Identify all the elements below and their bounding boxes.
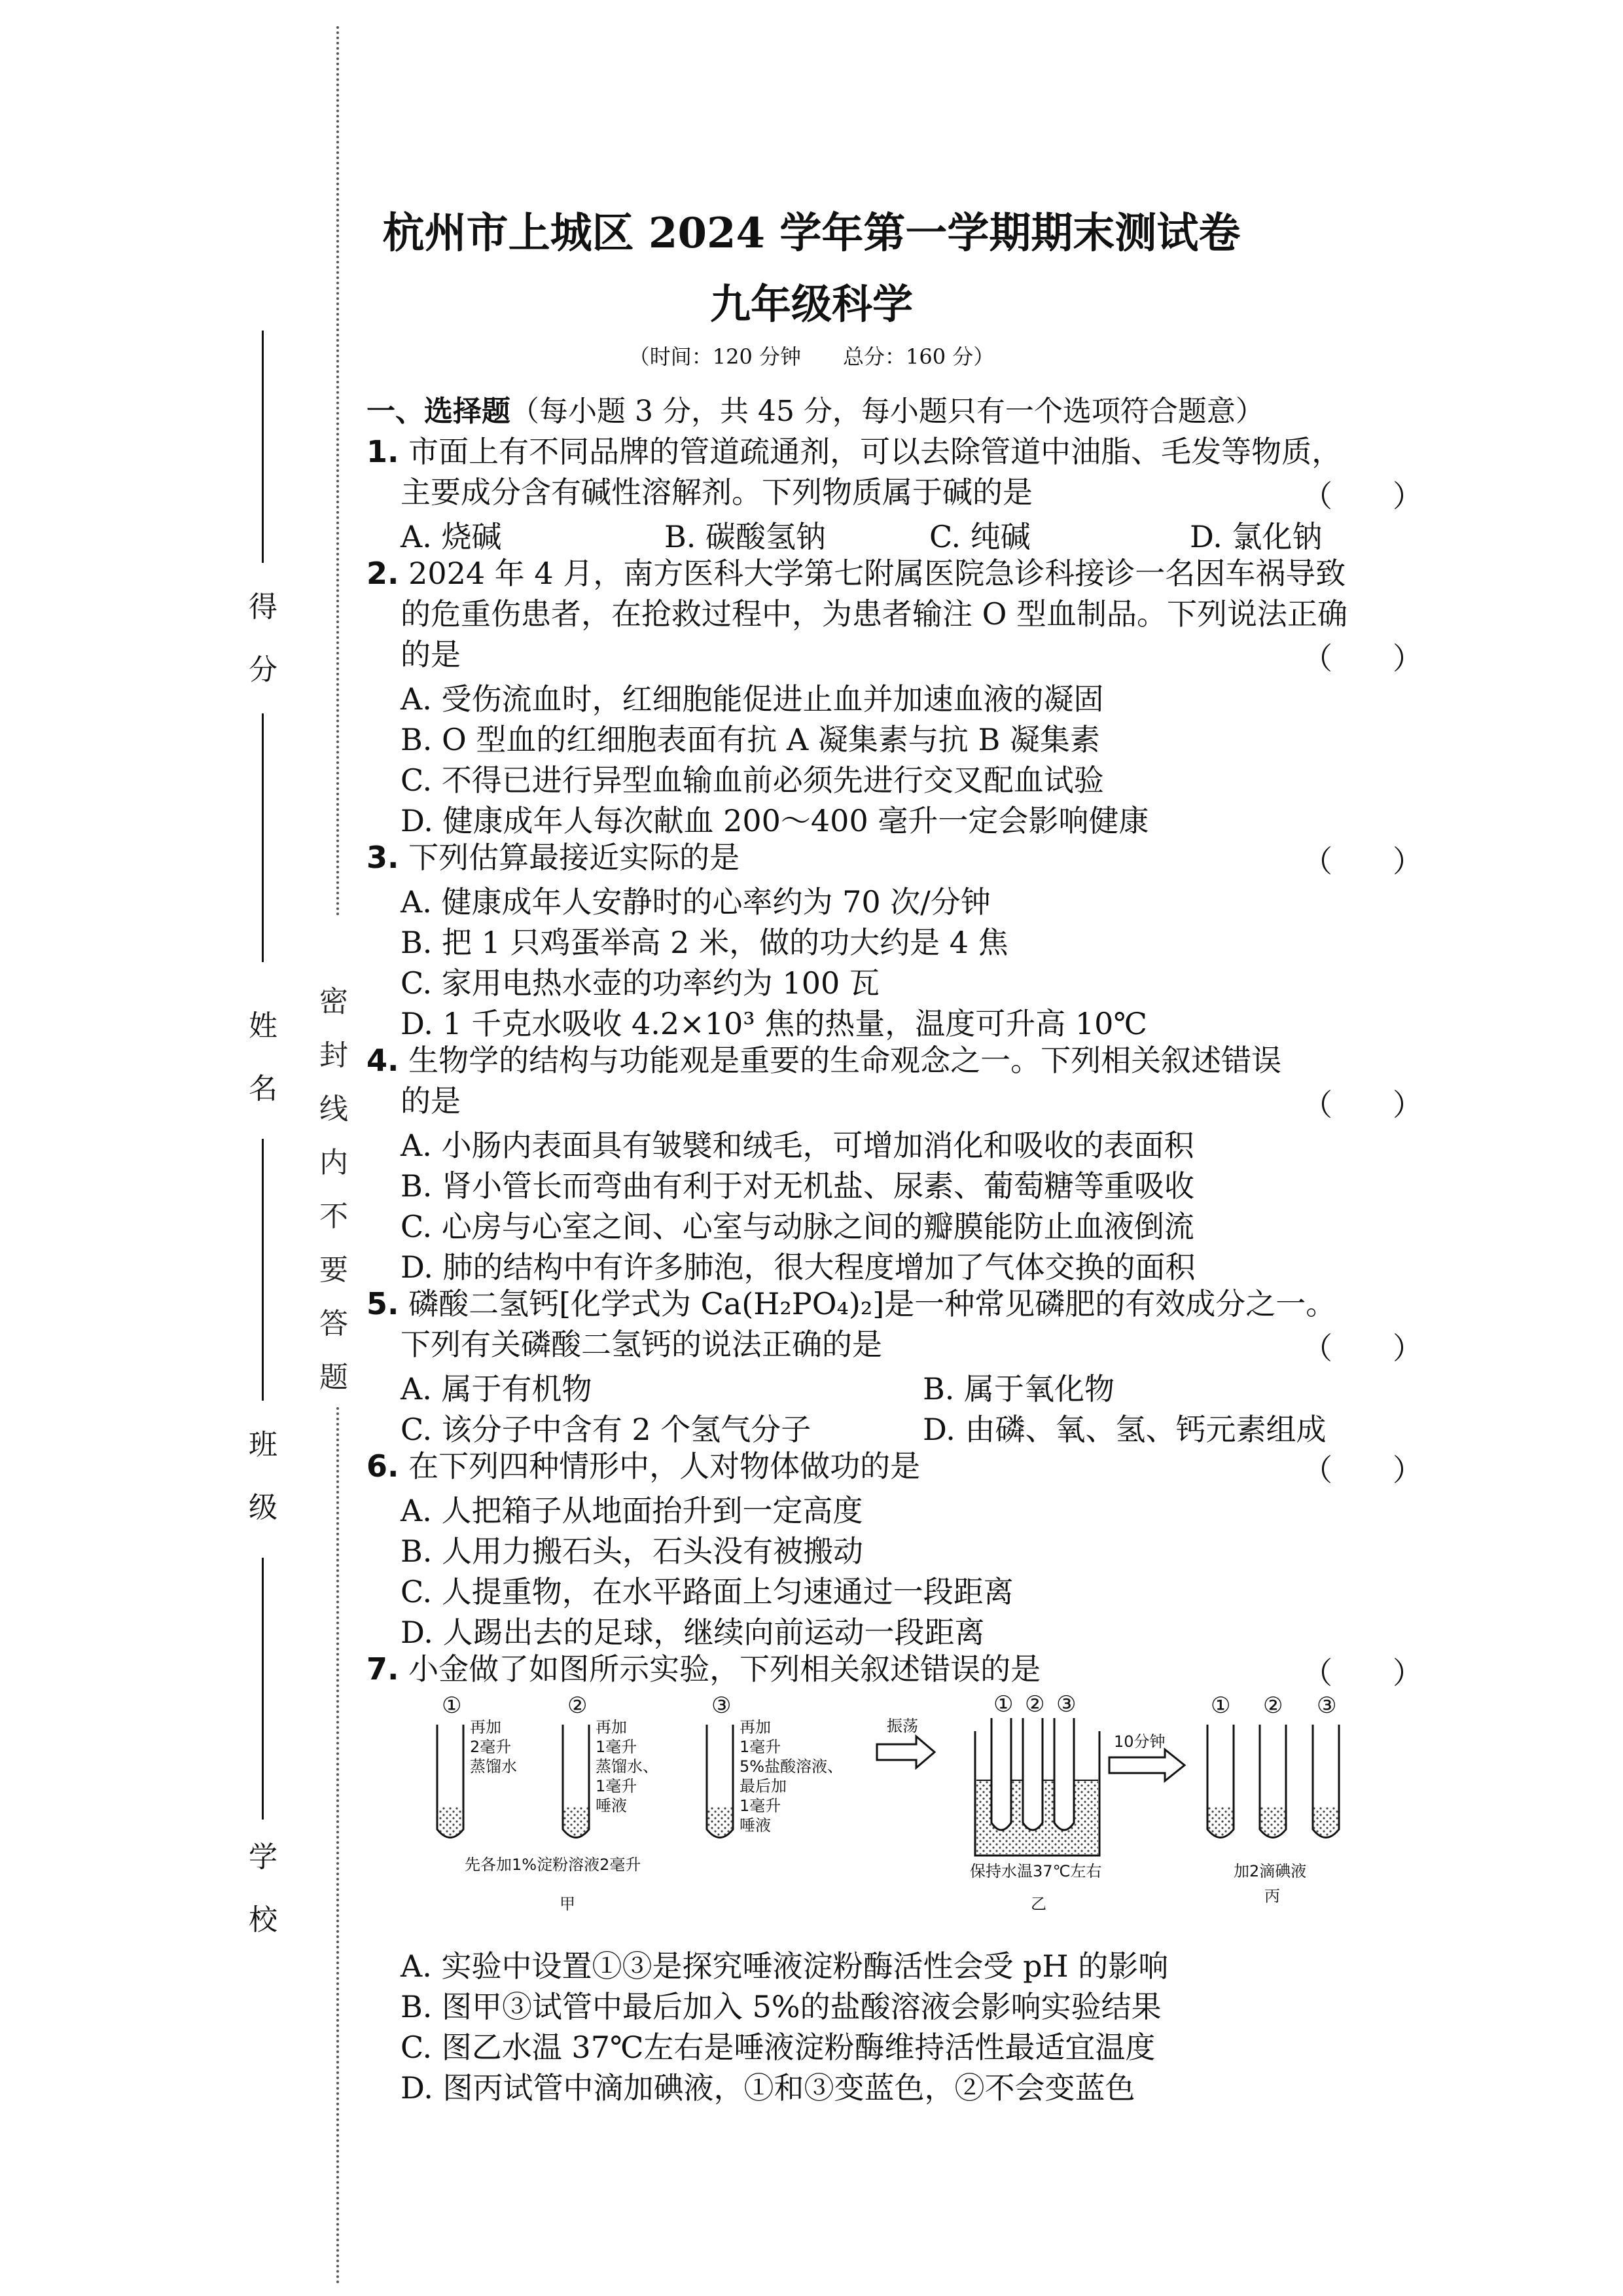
tube1-label-line: 再加	[470, 1718, 501, 1736]
question-text: 小金做了如图所示实验，下列相关叙述错误的是	[408, 1651, 1041, 1687]
tube2-label-line: 蒸馏水、	[596, 1757, 658, 1776]
time-label: 10分钟	[1114, 1732, 1166, 1751]
shake-label: 振荡	[887, 1717, 918, 1735]
page-title: 杭州市上城区 2024 学年第一学期期末测试卷	[382, 209, 1241, 258]
question-4-line-2: 的是	[401, 1083, 461, 1119]
school-label	[237, 1826, 289, 1952]
question-number: 5.	[366, 1286, 399, 1321]
answer-blank[interactable]: （ ）	[1302, 478, 1423, 514]
figure-yi-caption: 保持水温37℃左右	[970, 1862, 1102, 1880]
answer-blank[interactable]: （ ）	[1302, 844, 1423, 879]
name-blank-line[interactable]	[262, 1139, 264, 1401]
binding-char: 内	[319, 1146, 348, 1179]
tube2-label-line: 唾液	[596, 1797, 627, 1815]
test-tube-1-liquid	[438, 1806, 463, 1837]
question-number: 3.	[366, 840, 399, 875]
tube-number: ②	[1025, 1692, 1045, 1717]
question-3	[366, 838, 740, 877]
question-number: 4.	[366, 1043, 399, 1078]
school-char: 校	[249, 1903, 277, 1937]
answer-blank[interactable]: （ ）	[1302, 1452, 1423, 1488]
tube3-label-line: 5%盐酸溶液、	[740, 1757, 844, 1776]
iodine-tube-2-liquid	[1260, 1806, 1285, 1837]
iodine-tube-3-liquid	[1313, 1806, 1338, 1837]
question-5-line-2: 下列有关磷酸二氢钙的说法正确的是	[401, 1327, 882, 1362]
binding-char: 线	[319, 1092, 348, 1126]
time-arrow	[1109, 1749, 1185, 1781]
figure-yi-label: 乙	[1031, 1895, 1046, 1913]
score-label	[237, 576, 289, 702]
tube3-label-line: 再加	[740, 1718, 771, 1736]
option-c: C. 该分子中含有 2 个氢气分子	[401, 1412, 812, 1447]
section-header	[366, 387, 1264, 429]
question-1-line-2: 主要成分含有碱性溶解剂。下列物质属于碱的是	[401, 475, 1033, 510]
tube2-label-line: 再加	[596, 1718, 627, 1736]
option-c: C. 图乙水温 37℃左右是唾液淀粉酶维持活性最适宜温度	[401, 2030, 1156, 2065]
question-2	[366, 554, 1346, 593]
binding-char: 题	[319, 1361, 348, 1394]
option-a: A. 健康成年人安静时的心率约为 70 次/分钟	[401, 884, 991, 920]
option-c: C. 家用电热水壶的功率约为 100 瓦	[401, 965, 880, 1001]
option-b: B. 碳酸氢钠	[664, 519, 827, 554]
option-d: D. 1 千克水吸收 4.2×10³ 焦的热量，温度可升高 10℃	[401, 1006, 1147, 1041]
school-char: 学	[249, 1840, 277, 1874]
question-text: 市面上有不同品牌的管道疏通剂，可以去除管道中油脂、毛发等物质，	[408, 434, 1342, 469]
score-blank-line-lower[interactable]	[262, 713, 264, 962]
binding-char: 要	[319, 1253, 348, 1287]
class-label	[237, 1414, 289, 1539]
option-a: A. 烧碱	[401, 519, 502, 554]
binding-note	[308, 975, 360, 1405]
option-d: D. 由磷、氧、氢、钙元素组成	[923, 1412, 1327, 1447]
tube1-label-line: 蒸馏水	[470, 1757, 517, 1776]
tube2-label-line: 1毫升	[596, 1738, 637, 1756]
option-a: A. 实验中设置①③是探究唾液淀粉酶活性会受 pH 的影响	[401, 1948, 1169, 1984]
tube-number: ②	[1263, 1693, 1283, 1719]
figure-bing-label: 丙	[1264, 1887, 1280, 1905]
question-6	[366, 1446, 920, 1486]
option-a: A. 受伤流血时，红细胞能促进止血并加速血液的凝固	[401, 681, 1104, 717]
score-char: 分	[249, 653, 277, 687]
question-number: 1.	[366, 434, 399, 469]
tube2-label-line: 1毫升	[596, 1777, 637, 1795]
option-b: B. O 型血的红细胞表面有抗 A 凝集素与抗 B 凝集素	[401, 722, 1100, 757]
answer-blank[interactable]: （ ）	[1302, 1655, 1423, 1691]
answer-blank[interactable]: （ ）	[1302, 1331, 1423, 1366]
option-b: B. 把 1 只鸡蛋举高 2 米，做的功大约是 4 焦	[401, 925, 1008, 960]
option-b: B. 图甲③试管中最后加入 5%的盐酸溶液会影响实验结果	[401, 1989, 1162, 2024]
binding-char: 封	[319, 1039, 348, 1072]
section-instruction: （每小题 3 分，共 45 分，每小题只有一个选项符合题意）	[510, 395, 1264, 428]
tube-number: ①	[1211, 1693, 1231, 1719]
binding-line-top	[336, 26, 339, 916]
option-b: B. 属于氧化物	[923, 1371, 1115, 1407]
option-d: D. 人踢出去的足球，继续向前运动一段距离	[401, 1615, 985, 1650]
option-c: C. 不得已进行异型血输血前必须先进行交叉配血试验	[401, 762, 1104, 798]
question-number: 2.	[366, 556, 399, 591]
tube3-label-line: 唾液	[740, 1816, 771, 1835]
question-number: 7.	[366, 1651, 399, 1687]
question-5	[366, 1284, 1336, 1323]
question-text: 2024 年 4 月，南方医科大学第七附属医院急诊科接诊一名因车祸导致	[408, 556, 1346, 591]
bath-tube-2	[1023, 1718, 1043, 1830]
class-char: 班	[249, 1428, 277, 1462]
class-char: 级	[249, 1491, 277, 1524]
option-a: A. 人把箱子从地面抬升到一定高度	[401, 1493, 863, 1528]
class-blank-line[interactable]	[262, 1558, 264, 1820]
tube3-label-line: 最后加	[740, 1777, 787, 1795]
binding-char: 不	[319, 1200, 348, 1233]
binding-line-bottom	[336, 1407, 339, 2284]
binding-char: 密	[319, 985, 348, 1018]
score-char: 得	[249, 590, 277, 624]
question-text: 磷酸二氢钙[化学式为 Ca(H₂PO₄)₂]是一种常见磷肥的有效成分之一。	[408, 1286, 1336, 1321]
option-b: B. 肾小管长而弯曲有利于对无机盐、尿素、葡萄糖等重吸收	[401, 1168, 1195, 1204]
test-tube-3-liquid	[707, 1806, 732, 1837]
option-d: D. 氯化钠	[1190, 519, 1323, 554]
tube3-label-line: 1毫升	[740, 1738, 781, 1756]
name-char: 名	[249, 1072, 277, 1105]
answer-blank[interactable]: （ ）	[1302, 1087, 1423, 1122]
shake-arrow	[877, 1736, 935, 1768]
option-c: C. 心房与心室之间、心室与动脉之间的瓣膜能防止血液倒流	[401, 1209, 1194, 1244]
bath-tube-1	[991, 1718, 1011, 1830]
section-title: 一、选择题	[366, 395, 510, 428]
name-char: 姓	[249, 1009, 277, 1043]
page-subtitle: 九年级科学	[709, 280, 913, 328]
option-a: A. 属于有机物	[401, 1371, 592, 1407]
question-1	[366, 432, 1342, 471]
question-number: 6.	[366, 1448, 399, 1484]
tube-number: ①	[993, 1692, 1014, 1717]
tube-number: ①	[442, 1693, 462, 1719]
tube3-label-line: 1毫升	[740, 1797, 781, 1815]
question-text: 下列估算最接近实际的是	[408, 840, 740, 875]
figure-bing-caption: 加2滴碘液	[1234, 1862, 1307, 1880]
figure-jia-caption: 先各加1%淀粉溶液2毫升	[465, 1856, 641, 1874]
option-c: C. 人提重物，在水平路面上匀速通过一段距离	[401, 1574, 1014, 1609]
iodine-tube-1-liquid	[1208, 1806, 1233, 1837]
option-c: C. 纯碱	[929, 519, 1031, 554]
answer-blank[interactable]: （ ）	[1302, 641, 1423, 676]
question-2-line-2: 的危重伤患者，在抢救过程中，为患者输注 O 型血制品。下列说法正确	[401, 596, 1347, 632]
test-tube-2-liquid	[563, 1806, 588, 1837]
option-d: D. 健康成年人每次献血 200～400 毫升一定会影响健康	[401, 803, 1149, 838]
option-d: D. 图丙试管中滴加碘液，①和③变蓝色，②不会变蓝色	[401, 2070, 1135, 2106]
option-d: D. 肺的结构中有许多肺泡，很大程度增加了气体交换的面积	[401, 1249, 1196, 1285]
exam-info: （时间：120 分钟 总分：160 分）	[628, 344, 995, 369]
option-a: A. 小肠内表面具有皱襞和绒毛，可增加消化和吸收的表面积	[401, 1128, 1194, 1163]
tube-number: ③	[711, 1693, 732, 1719]
figure-jia-label: 甲	[560, 1895, 575, 1913]
option-b: B. 人用力搬石头，石头没有被搬动	[401, 1534, 864, 1569]
tube-number: ②	[567, 1693, 588, 1719]
tube-number: ③	[1317, 1693, 1337, 1719]
tube1-label-line: 2毫升	[470, 1738, 512, 1756]
tube-number: ③	[1056, 1692, 1077, 1717]
question-text: 生物学的结构与功能观是重要的生命观念之一。下列相关叙述错误	[408, 1043, 1282, 1078]
question-7	[366, 1649, 1041, 1689]
binding-char: 答	[319, 1307, 348, 1340]
question-text: 在下列四种情形中，人对物体做功的是	[408, 1448, 921, 1484]
question-4	[366, 1041, 1281, 1080]
experiment-figure	[406, 1692, 1387, 1960]
question-2-line-3: 的是	[401, 637, 461, 672]
bath-tube-3	[1054, 1718, 1074, 1830]
name-label	[237, 995, 289, 1121]
